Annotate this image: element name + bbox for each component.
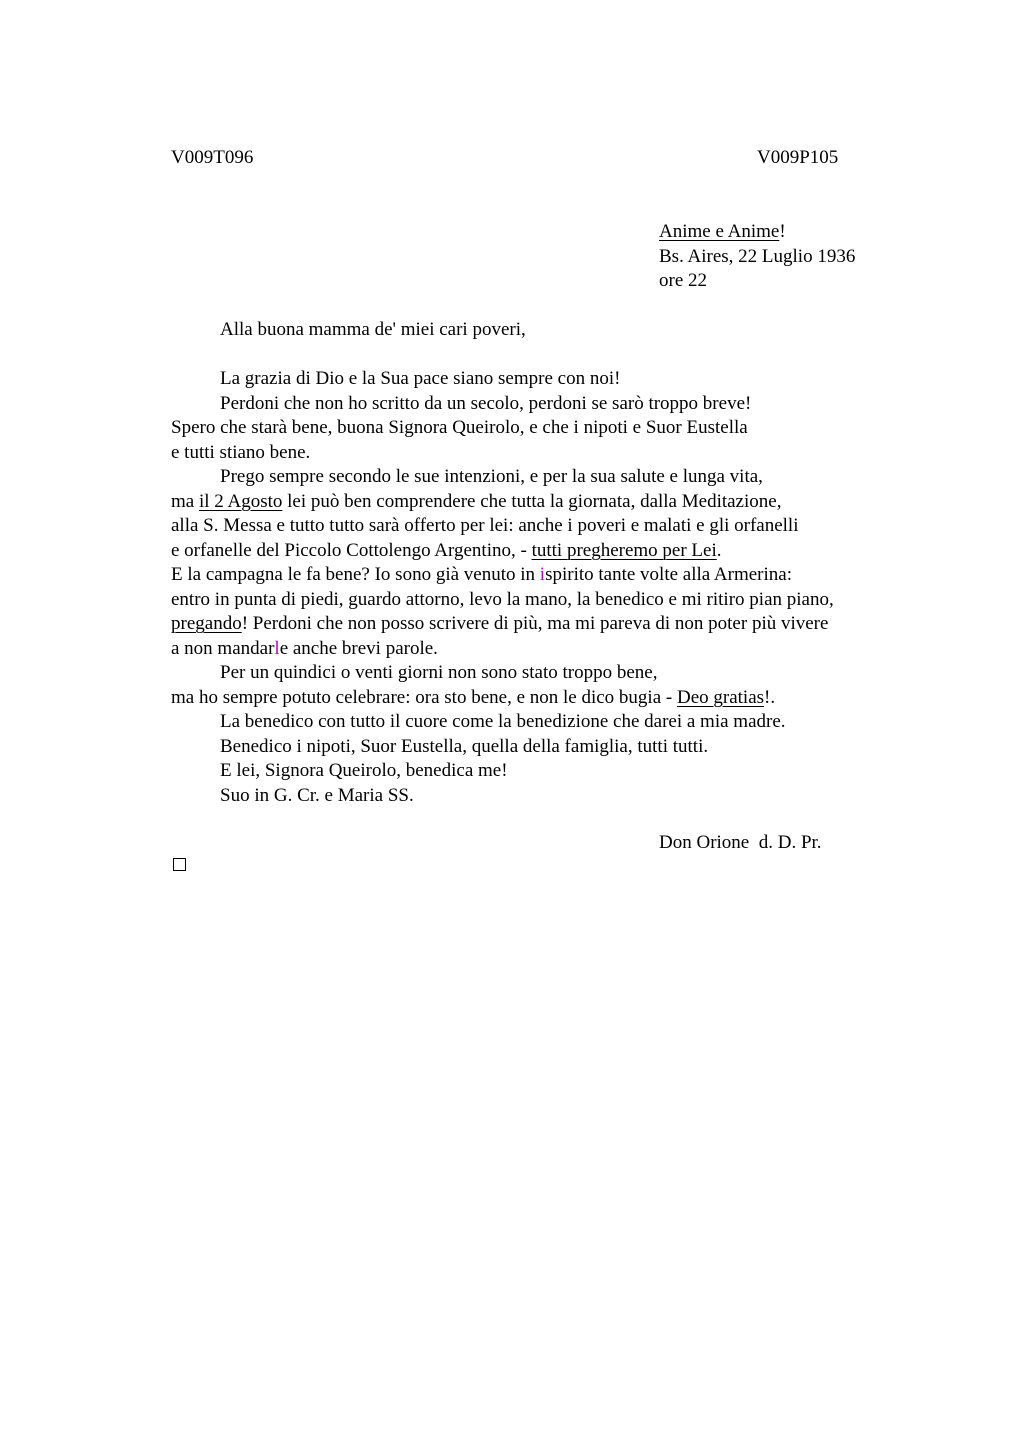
- heading-title-punct: !: [779, 221, 786, 242]
- letter-line: La benedico con tutto il cuore come la benedizione che darei a mia madre.: [220, 711, 786, 732]
- text-run: lei può ben comprendere che tutta la giornata, dalla Meditazione,: [282, 490, 782, 512]
- letter-line: [171, 490, 911, 515]
- document-code-right: V009P105: [757, 147, 839, 168]
- text-run: E la campagna le fa bene? Io sono già venuto in: [171, 564, 540, 585]
- document-code-left: V009T096: [171, 147, 254, 168]
- letter-line: [171, 612, 911, 637]
- letter-line: [171, 686, 911, 711]
- letter-line: [171, 637, 911, 662]
- letter-closing: Suo in G. Cr. e Maria SS.: [220, 784, 414, 806]
- letter-body: [171, 318, 911, 808]
- highlighted-letter: l: [274, 637, 280, 659]
- text-run: spirito tante volte alla Armerina:: [545, 564, 792, 585]
- letter-line: Benedico i nipoti, Suor Eustella, quella della famiglia, tutti tutti.: [220, 735, 709, 757]
- letter-line: Prego sempre secondo le sue intenzioni, e per la sua salute e lunga vita,: [220, 466, 763, 487]
- letter-line: La grazia di Dio e la Sua pace siano sempre con noi!: [220, 368, 621, 389]
- letter-line: alla S. Messa e tutto tutto sarà offerto per lei: anche i poveri e malati e gli orfanelli: [171, 515, 799, 536]
- letter-heading: [659, 220, 855, 294]
- underlined-text: Deo gratias: [676, 686, 765, 708]
- text-run: .: [716, 539, 722, 561]
- underlined-text: pregando: [171, 613, 242, 634]
- letter-line: Per un quindici o venti giorni non sono stato troppo bene,: [220, 662, 658, 683]
- checkbox-square-icon: [173, 858, 186, 871]
- text-run: !.: [764, 686, 776, 708]
- paragraph-gap: [171, 343, 911, 368]
- underlined-text: tutti pregheremo per Lei: [531, 539, 717, 561]
- letter-line: [171, 539, 911, 564]
- heading-title: Anime e Anime: [659, 221, 780, 242]
- highlighted-letter: i: [539, 564, 546, 585]
- underlined-text: il 2 Agosto: [198, 490, 283, 512]
- heading-place-date: Bs. Aires, 22 Luglio 1936: [659, 245, 856, 267]
- letter-line: entro in punta di piedi, guardo attorno, levo la mano, la benedico e mi ritiro pian piano,: [171, 588, 834, 610]
- letter-line: [171, 563, 911, 588]
- text-run: ma: [171, 490, 199, 512]
- text-run: a non mandar: [171, 637, 275, 659]
- text-run: e orfanelle del Piccolo Cottolengo Argentino, -: [171, 539, 532, 561]
- text-run: ma ho sempre potuto celebrare: ora sto bene, e non le dico bugia -: [171, 686, 677, 708]
- heading-title-line: [659, 220, 855, 245]
- text-run: ! Perdoni che non posso scrivere di più, ma mi pareva di non poter più vivere: [241, 613, 829, 634]
- text-run: e anche brevi parole.: [279, 637, 438, 659]
- letter-line: E lei, Signora Queirolo, benedica me!: [220, 760, 508, 781]
- letter-line: Perdoni che non ho scritto da un secolo, perdoni se sarò troppo breve!: [220, 392, 752, 414]
- letter-salutation: Alla buona mamma de' miei cari poveri,: [220, 319, 526, 340]
- letter-line: Spero che starà bene, buona Signora Queirolo, e che i nipoti e Suor Eustella: [171, 417, 748, 438]
- letter-signature: Don Orione d. D. Pr.: [659, 832, 822, 853]
- heading-time: ore 22: [659, 270, 708, 291]
- letter-line: e tutti stiano bene.: [171, 441, 311, 463]
